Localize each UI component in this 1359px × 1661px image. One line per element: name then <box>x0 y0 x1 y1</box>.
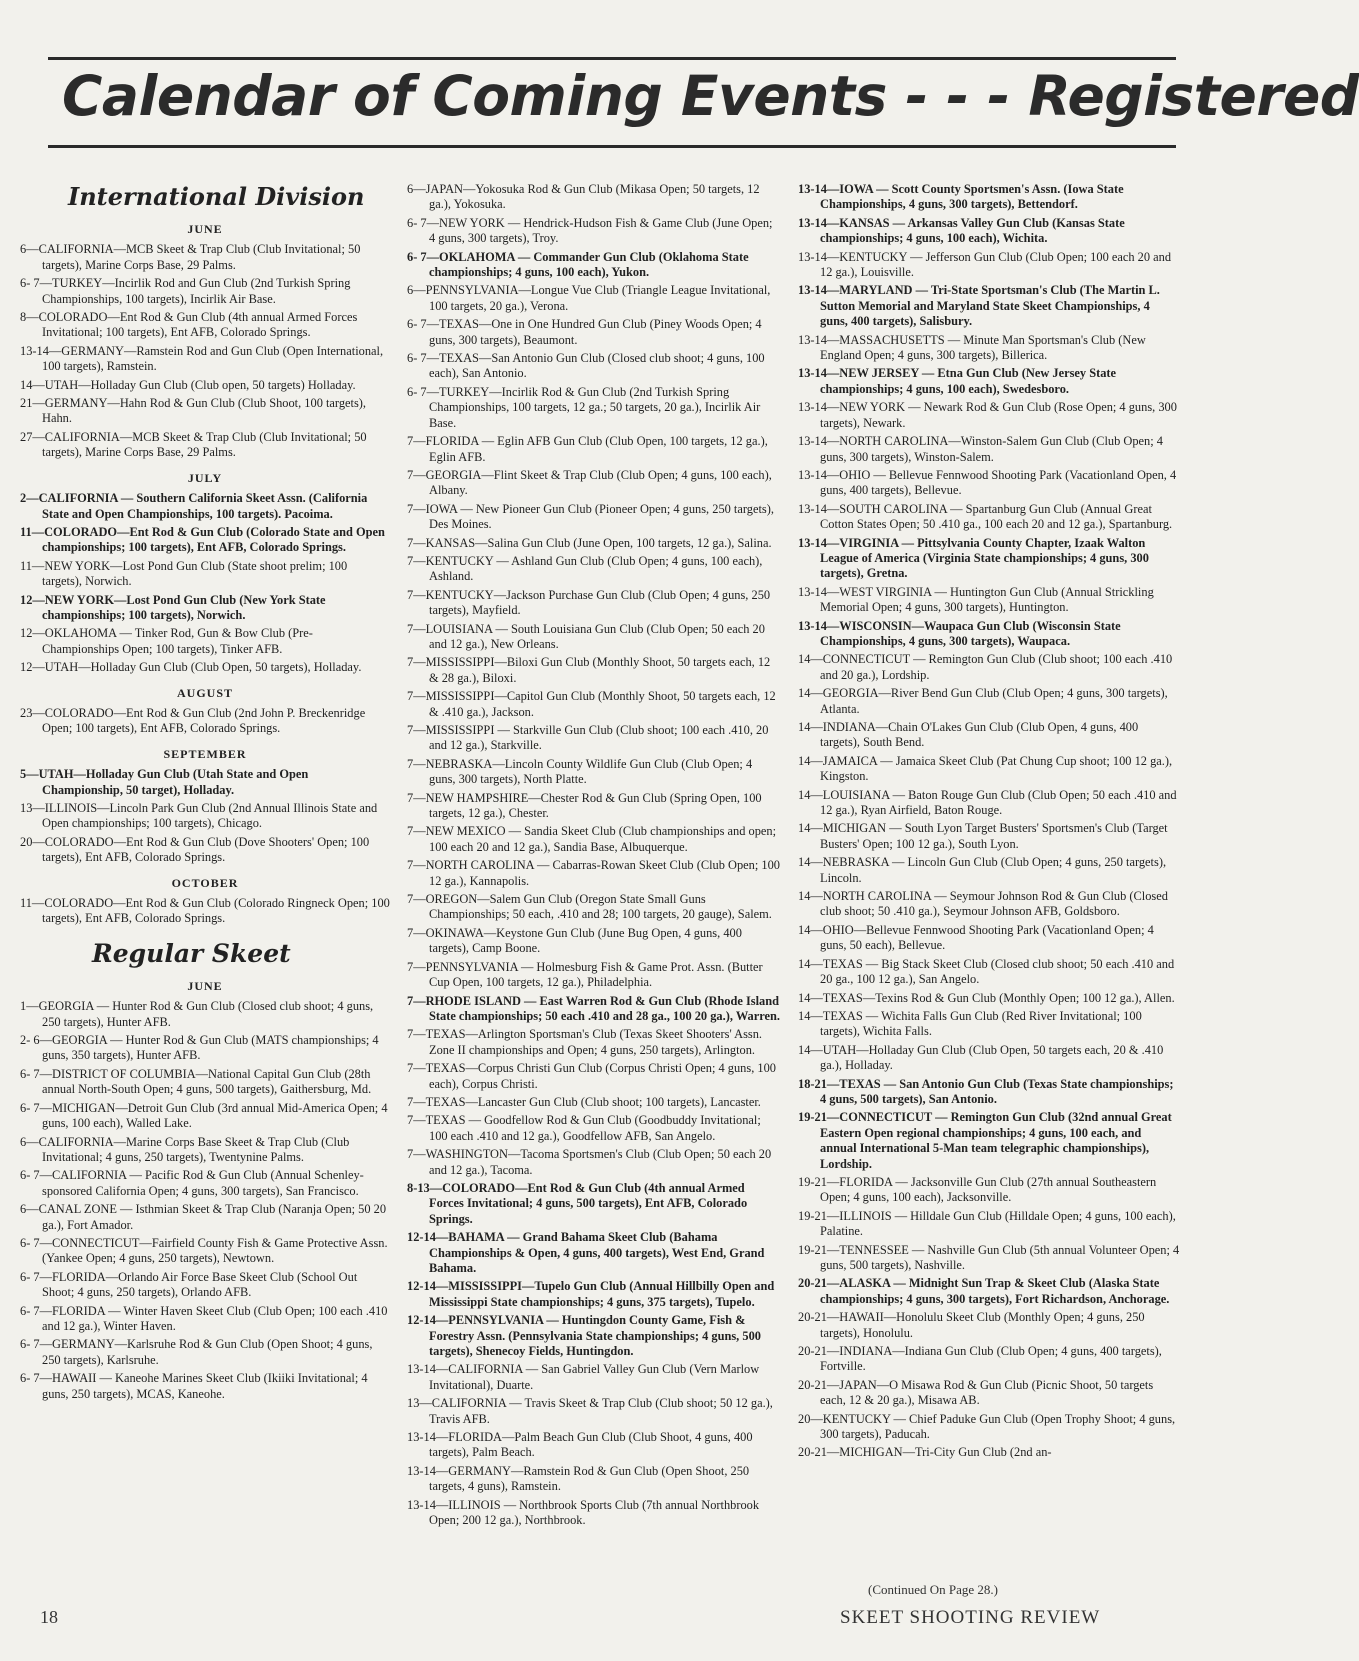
month-heading: JUNE <box>187 222 223 236</box>
event-entry: 20-21—JAPAN—O Misawa Rod & Gun Club (Picnic Shoot, 50 targets each, 12 & 20 ga.), Misawa AB. <box>798 1377 1154 1408</box>
event-entry: 13-14—GERMANY—Ramstein Rod & Gun Club (Open Shoot, 250 targets, 4 guns), Ramstein. <box>407 1463 750 1494</box>
continued-note: (Continued On Page 28.) <box>868 1582 998 1597</box>
event-entry: 13-14—OHIO — Bellevue Fennwood Shooting Park (Vacationland Open, 4 guns, 400 targets), Bellevue. <box>798 467 1177 498</box>
event-entry: 14—UTAH—Holladay Gun Club (Club open, 50 targets) Holladay. <box>20 377 356 392</box>
event-entry: 13-14—NEW YORK — Newark Rod & Gun Club (Rose Open; 4 guns, 300 targets), Newark. <box>798 400 1177 430</box>
event-entry: 12-14—PENNSYLVANIA — Huntingdon County Game, Fish & Forestry Assn. (Pennsylvania State championships; 4 guns, 500 targets), Shenecoy Fields, Huntingdon. <box>407 1313 761 1359</box>
event-entry: 13-14—NEW JERSEY — Etna Gun Club (New Jersey State championships; 4 guns, 100 each), Swedesboro. <box>798 366 1117 396</box>
month-heading: SEPTEMBER <box>163 746 247 761</box>
event-entry: 7—KANSAS—Salina Gun Club (June Open, 100 targets, 12 ga.), Salina. <box>407 535 772 550</box>
event-entry: 20-21—INDIANA—Indiana Gun Club (Club Open; 4 guns, 400 targets), Fortville. <box>798 1344 1162 1374</box>
event-entry: 7—TEXAS—Arlington Sportsman's Club (Texas Skeet Shooters' Assn. Zone II championships and Open; 4 guns, 250 targets), Arlington. <box>407 1027 763 1057</box>
event-entry: 19-21—CONNECTICUT — Remington Gun Club (32nd annual Great Eastern Open regional championships; 4 guns, 100 each, and annual International 5-Man team telegraphic championships), Lordship. <box>798 1110 1172 1171</box>
event-entry: 7—TEXAS — Goodfellow Rod & Gun Club (Goodbuddy Invitational; 100 each .410 and 12 ga.), Goodfellow AFB, San Angelo. <box>407 1113 761 1143</box>
event-entry: 12—UTAH—Holladay Gun Club (Club Open, 50 targets), Holladay. <box>20 660 362 675</box>
event-entry: 6—CALIFORNIA—MCB Skeet & Trap Club (Club Invitational; 50 targets), Marine Corps Base, 29 Palms. <box>20 242 361 272</box>
event-entry: 6—JAPAN—Yokosuka Rod & Gun Club (Mikasa Open; 50 targets, 12 ga.), Yokosuka. <box>407 182 760 212</box>
event-entry: 7—MISSISSIPPI—Biloxi Gun Club (Monthly Shoot, 50 targets each, 12 & 28 ga.), Biloxi. <box>407 655 771 685</box>
event-entry: 13-14—NORTH CAROLINA—Winston-Salem Gun Club (Club Open; 4 guns, 300 targets), Winston-Salem. <box>798 434 1163 464</box>
event-entry: 19-21—TENNESSEE — Nashville Gun Club (5th annual Volunteer Open; 4 guns, 500 targets), Nashville. <box>798 1242 1180 1272</box>
publication-name: SKEET SHOOTING REVIEW <box>840 1607 1101 1628</box>
event-entry: 13-14—MASSACHUSETTS — Minute Man Sportsman's Club (New England Open; 4 guns, 300 targets), Billerica. <box>798 332 1146 363</box>
event-entry: 13-14—MARYLAND — Tri-State Sportsman's Club (The Martin L. Sutton Memorial and Maryland State Skeet Championships, 4 guns, 400 targets), Salisbury. <box>798 283 1160 329</box>
event-entry: 11—NEW YORK—Lost Pond Gun Club (State shoot prelim; 100 targets), Norwich. <box>20 558 348 589</box>
event-entry: 7—IOWA — New Pioneer Gun Club (Pioneer Open; 4 guns, 250 targets), Des Moines. <box>407 501 774 532</box>
event-entry: 14—GEORGIA—River Bend Gun Club (Club Open; 4 guns, 300 targets), Atlanta. <box>798 686 1168 716</box>
event-entry: 14—LOUISIANA — Baton Rouge Gun Club (Club Open; 50 each .410 and 12 ga.), Ryan Airfield, Baton Rouge. <box>798 787 1177 818</box>
event-entry: 7—NEBRASKA—Lincoln County Wildlife Gun Club (Club Open; 4 guns, 300 targets), North Platte. <box>407 756 753 787</box>
event-entry: 7—GEORGIA—Flint Skeet & Trap Club (Club Open; 4 guns, 100 each), Albany. <box>407 467 772 498</box>
event-entry: 6- 7—DISTRICT OF COLUMBIA—National Capital Gun Club (28th annual North-South Open; 4 guns, 500 targets), Gaithersburg, Md. <box>20 1066 372 1097</box>
event-entry: 7—NEW HAMPSHIRE—Chester Rod & Gun Club (Spring Open, 100 targets, 12 ga.), Chester. <box>407 790 762 821</box>
month-heading: JUNE <box>187 978 223 993</box>
event-entry: 12—OKLAHOMA — Tinker Rod, Gun & Bow Club (Pre-Championships Open; 100 targets), Tinker AFB. <box>20 626 313 656</box>
month-heading: AUGUST <box>176 685 233 700</box>
page-number: 18 <box>40 1607 58 1627</box>
event-entry: 13-14—VIRGINIA — Pittsylvania County Chapter, Izaak Walton League of America (Virginia State championships; 4 guns, 300 targets), Gretna. <box>798 535 1149 581</box>
event-entry: 6- 7—CONNECTICUT—Fairfield County Fish & Game Protective Assn. (Yankee Open; 4 guns, 250 targets), Newtown. <box>20 1235 388 1266</box>
event-entry: 6- 7—HAWAII — Kaneohe Marines Skeet Club (Ikiiki Invitational; 4 guns, 250 targets), MCAS, Kaneohe. <box>20 1371 368 1401</box>
event-entry: 6- 7—TURKEY—Incirlik Rod and Gun Club (2nd Turkish Spring Championships, 100 targets), Incirlik Air Base. <box>20 276 351 306</box>
event-entry: 7—TEXAS—Lancaster Gun Club (Club shoot; 100 targets), Lancaster. <box>407 1094 761 1109</box>
column-1 <box>20 182 390 1562</box>
event-entry: 11—COLORADO—Ent Rod & Gun Club (Colorado State and Open championships; 100 targets), Ent AFB, Colorado Springs. <box>20 524 385 555</box>
month-heading: OCTOBER <box>171 875 239 890</box>
event-entry: 7—PENNSYLVANIA — Holmesburg Fish & Game Prot. Assn. (Butter Cup Open, 100 targets, 12 ga.), Philadelphia. <box>407 959 763 990</box>
event-entry: 6—PENNSYLVANIA—Longue Vue Club (Triangle League Invitational, 100 targets, 20 ga.), Verona. <box>407 283 771 313</box>
event-entry: 6- 7—NEW YORK — Hendrick-Hudson Fish & Game Club (June Open; 4 guns, 300 targets), Troy. <box>407 215 773 246</box>
event-entry: 14—CONNECTICUT — Remington Gun Club (Club shoot; 100 each .410 and 20 ga.), Lordship. <box>798 652 1173 682</box>
event-entry: 13-14—KANSAS — Arkansas Valley Gun Club (Kansas State championships; 4 guns, 100 each), Wichita. <box>798 215 1125 246</box>
event-entry: 12—NEW YORK—Lost Pond Gun Club (New York State championships; 100 targets), Norwich. <box>20 592 326 622</box>
event-entry: 14—TEXAS — Wichita Falls Gun Club (Red River Invitational; 100 targets), Wichita Falls. <box>798 1008 1142 1039</box>
event-entry: 7—KENTUCKY — Ashland Gun Club (Club Open; 4 guns, 100 each), Ashland. <box>407 553 763 584</box>
event-entry: 14—UTAH—Holladay Gun Club (Club Open, 50 targets each, 20 & .410 ga.), Holladay. <box>798 1042 1164 1073</box>
event-entry: 7—NEW MEXICO — Sandia Skeet Club (Club championships and open; 100 each 20 and 12 ga.), Sandia Base, Albuquerque. <box>407 824 777 854</box>
event-entry: 6- 7—TEXAS—One in One Hundred Gun Club (Piney Woods Open; 4 guns, 300 targets), Beaumont. <box>407 317 762 347</box>
event-entry: 14—MICHIGAN — South Lyon Target Busters' Sportsmen's Club (Target Busters' Open; 100 12 ga.), South Lyon. <box>798 821 1168 851</box>
event-entry: 12-14—MISSISSIPPI—Tupelo Gun Club (Annual Hillbilly Open and Mississippi State championships; 4 guns, 375 targets), Tupelo. <box>407 1279 775 1309</box>
event-entry: 14—NORTH CAROLINA — Seymour Johnson Rod & Gun Club (Closed club shoot; 50 .410 ga.), Seymour Johnson AFB, Goldsboro. <box>798 889 1168 919</box>
event-entry: 6—CANAL ZONE — Isthmian Skeet & Trap Club (Naranja Open; 50 20 ga.), Fort Amador. <box>20 1202 387 1232</box>
event-entry: 13-14—WEST VIRGINIA — Huntington Gun Club (Annual Strickling Memorial Open; 4 guns, 300 targets), Huntington. <box>798 584 1154 615</box>
event-entry: 27—CALIFORNIA—MCB Skeet & Trap Club (Club Invitational; 50 targets), Marine Corps Base, 29 Palms. <box>20 429 367 460</box>
event-entry: 2—CALIFORNIA — Southern California Skeet Assn. (California State and Open Championships, 100 targets). Pacoima. <box>20 491 368 521</box>
event-entry: 7—MISSISSIPPI — Starkville Gun Club (Club shoot; 100 each .410, 20 and 12 ga.), Starkville. <box>407 723 769 753</box>
event-entry: 13-14—WISCONSIN—Waupaca Gun Club (Wisconsin State Championships, 4 guns, 300 targets), Waupaca. <box>798 618 1121 648</box>
event-entry: 7—WASHINGTON—Tacoma Sportsmen's Club (Club Open; 50 each 20 and 12 ga.), Tacoma. <box>407 1147 772 1177</box>
event-entry: 6- 7—FLORIDA—Orlando Air Force Base Skeet Club (School Out Shoot; 4 guns, 250 targets), Orlando AFB. <box>20 1269 358 1300</box>
event-entry: 8-13—COLORADO—Ent Rod & Gun Club (4th annual Armed Forces Invitational; 4 guns, 500 targets), Ent AFB, Colorado Springs. <box>407 1180 748 1226</box>
event-entry: 7—TEXAS—Corpus Christi Gun Club (Corpus Christi Open; 4 guns, 100 each), Corpus Christi. <box>407 1061 776 1091</box>
event-entry: 7—NORTH CAROLINA — Cabarras-Rowan Skeet Club (Club Open; 100 12 ga.), Kannapolis. <box>407 858 781 888</box>
event-entry: 11—COLORADO—Ent Rod & Gun Club (Colorado Ringneck Open; 100 targets), Ent AFB, Colorado Springs. <box>20 896 390 926</box>
event-entry: 7—LOUISIANA — South Louisiana Gun Club (Club Open; 50 each 20 and 12 ga.), New Orleans. <box>407 621 765 651</box>
event-entry: 12-14—BAHAMA — Grand Bahama Skeet Club (Bahama Championships & Open, 4 guns, 400 targets), West End, Grand Bahama. <box>407 1230 765 1275</box>
event-entry: 21—GERMANY—Hahn Rod & Gun Club (Club Shoot, 100 targets), Hahn. <box>20 396 367 426</box>
event-entry: 13-14—IOWA — Scott County Sportsmen's Assn. (Iowa State Championships, 4 guns, 300 targets), Bettendorf. <box>798 182 1124 212</box>
event-entry: 19-21—FLORIDA — Jacksonville Gun Club (27th annual Southeastern Open; 4 guns, 100 each), Jacksonville. <box>798 1174 1157 1205</box>
event-entry: 6- 7—FLORIDA — Winter Haven Skeet Club (Club Open; 100 each .410 and 12 ga.), Winter Haven. <box>20 1303 388 1333</box>
section-heading: Regular Skeet <box>92 938 291 968</box>
event-entry: 18-21—TEXAS — San Antonio Gun Club (Texas State championships; 4 guns, 500 targets), San Antonio. <box>798 1076 1174 1106</box>
event-entry: 23—COLORADO—Ent Rod & Gun Club (2nd John P. Breckenridge Open; 100 targets), Ent AFB, Colorado Springs. <box>20 705 366 736</box>
event-entry: 7—KENTUCKY—Jackson Purchase Gun Club (Club Open; 4 guns, 250 targets), Mayfield. <box>407 587 771 618</box>
event-entry: 13-14—CALIFORNIA — San Gabriel Valley Gun Club (Vern Marlow Invitational), Duarte. <box>407 1362 760 1392</box>
event-entry: 14—INDIANA—Chain O'Lakes Gun Club (Club Open, 4 guns, 400 targets), South Bend. <box>798 720 1139 750</box>
event-entry: 20—COLORADO—Ent Rod & Gun Club (Dove Shooters' Open; 100 targets), Ent AFB, Colorado Springs. <box>20 834 370 865</box>
month-heading: JULY <box>187 470 223 485</box>
event-entry: 13-14—FLORIDA—Palm Beach Gun Club (Club Shoot, 4 guns, 400 targets), Palm Beach. <box>407 1430 753 1460</box>
event-entry: 14—OHIO—Bellevue Fennwood Shooting Park (Vacationland Open; 4 guns, 50 each), Bellevue. <box>798 922 1154 953</box>
event-entry: 13-14—ILLINOIS — Northbrook Sports Club (7th annual Northbrook Open; 200 12 ga.), Northbrook. <box>407 1497 760 1528</box>
event-entry: 7—OKINAWA—Keystone Gun Club (June Bug Open, 4 guns, 400 targets), Camp Boone. <box>407 925 742 956</box>
event-entry: 6- 7—TURKEY—Incirlik Rod & Gun Club (2nd Turkish Spring Championships, 100 targets, 12 ga.; 50 targets, 20 ga.), Incirlik Air Base. <box>407 384 761 430</box>
event-entry: 19-21—ILLINOIS — Hilldale Gun Club (Hilldale Open; 4 guns, 100 each), Palatine. <box>798 1208 1176 1239</box>
event-entry: 14—TEXAS — Big Stack Skeet Club (Closed club shoot; 50 each .410 and 20 ga., 100 12 ga.), San Angelo. <box>798 956 1175 987</box>
event-entry: 1—GEORGIA — Hunter Rod & Gun Club (Closed club shoot; 4 guns, 250 targets), Hunter AFB. <box>20 999 374 1029</box>
event-entry: 6- 7—OKLAHOMA — Commander Gun Club (Oklahoma State championships; 4 guns, 100 each), Yukon. <box>407 249 749 280</box>
event-entry: 2- 6—GEORGIA — Hunter Rod & Gun Club (MATS championships; 4 guns, 350 targets), Hunter AFB. <box>20 1033 379 1063</box>
event-entry: 6- 7—MICHIGAN—Detroit Gun Club (3rd annual Mid-America Open; 4 guns, 100 each), Walled Lake. <box>20 1100 388 1131</box>
event-entry: 6—CALIFORNIA—Marine Corps Base Skeet & Trap Club (Club Invitational; 4 guns, 250 targets), Twentynine Palms. <box>20 1134 350 1164</box>
event-entry: 13-14—SOUTH CAROLINA — Spartanburg Gun Club (Annual Great Cotton States Open; 50 .410 ga., 100 each 20 and 12 ga.), Spartanburg. <box>798 501 1173 532</box>
event-entry: 20—KENTUCKY — Chief Paduke Gun Club (Open Trophy Shoot; 4 guns, 300 targets), Paducah. <box>798 1411 1176 1442</box>
page-title: Calendar of Coming Events - - - Registered <box>62 64 1359 128</box>
event-entry: 14—JAMAICA — Jamaica Skeet Club (Pat Chung Cup shoot; 100 12 ga.), Kingston. <box>798 753 1173 784</box>
event-entry: 20-21—ALASKA — Midnight Sun Trap & Skeet Club (Alaska State championships; 4 guns, 300 targets), Fort Richardson, Anchorage. <box>798 1276 1170 1306</box>
event-entry: 6- 7—TEXAS—San Antonio Gun Club (Closed club shoot; 4 guns, 100 each), San Antonio. <box>407 351 765 381</box>
event-entry: 6- 7—CALIFORNIA — Pacific Rod & Gun Club (Annual Schenley-sponsored California Open; 4 guns, 300 targets), San Francisco. <box>20 1168 364 1198</box>
event-entry: 13-14—KENTUCKY — Jefferson Gun Club (Club Open; 100 each 20 and 12 ga.), Louisville. <box>798 249 1172 280</box>
event-entry: 7—MISSISSIPPI—Capitol Gun Club (Monthly Shoot, 50 targets each, 12 & .410 ga.), Jackson. <box>407 689 776 719</box>
event-entry: 14—TEXAS—Texins Rod & Gun Club (Monthly Open; 100 12 ga.), Allen. <box>798 990 1175 1005</box>
event-entry: 20-21—MICHIGAN—Tri-City Gun Club (2nd an- <box>798 1445 1052 1460</box>
event-entry: 7—OREGON—Salem Gun Club (Oregon State Small Guns Championships; 50 each, .410 and 28; 100 targets, 20 gauge), Salem. <box>407 892 772 922</box>
section-heading: International Division <box>68 182 365 211</box>
event-entry: 14—NEBRASKA — Lincoln Gun Club (Club Open; 4 guns, 250 targets), Lincoln. <box>798 855 1167 885</box>
column-2 <box>407 182 781 1562</box>
event-entry: 7—RHODE ISLAND — East Warren Rod & Gun Club (Rhode Island State championships; 50 each .410 and 28 ga., 100 20 ga.), Warren. <box>407 993 780 1023</box>
event-entry: 13—ILLINOIS—Lincoln Park Gun Club (2nd Annual Illinois State and Open championships; 100 targets), Chicago. <box>20 801 378 831</box>
event-entry: 7—FLORIDA — Eglin AFB Gun Club (Club Open, 100 targets, 12 ga.), Eglin AFB. <box>407 434 768 464</box>
event-entry: 13—CALIFORNIA — Travis Skeet & Trap Club (Club shoot; 50 12 ga.), Travis AFB. <box>407 1396 773 1426</box>
event-entry: 8—COLORADO—Ent Rod & Gun Club (4th annual Armed Forces Invitational; 100 targets), Ent AFB, Colorado Springs. <box>20 310 358 340</box>
event-entry: 20-21—HAWAII—Honolulu Skeet Club (Monthly Open; 4 guns, 250 targets), Honolulu. <box>798 1310 1145 1340</box>
event-entry: 5—UTAH—Holladay Gun Club (Utah State and Open Championship, 50 target), Holladay. <box>20 767 309 797</box>
column-3 <box>798 182 1180 1562</box>
event-entry: 6- 7—GERMANY—Karlsruhe Rod & Gun Club (Open Shoot; 4 guns, 250 targets), Karlsruhe. <box>20 1337 373 1367</box>
event-entry: 13-14—GERMANY—Ramstein Rod and Gun Club (Open International, 100 targets), Ramstein. <box>20 343 384 374</box>
